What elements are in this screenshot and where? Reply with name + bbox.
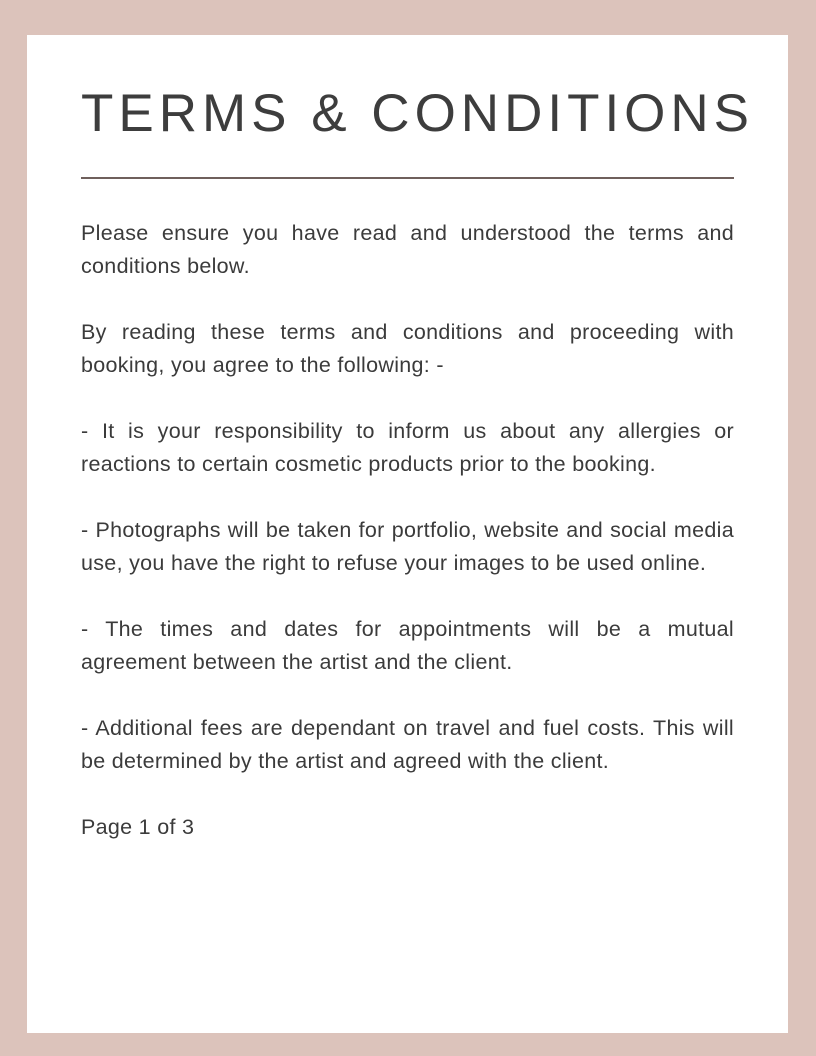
intro-paragraph: Please ensure you have read and understood the terms and conditions below. (81, 221, 734, 278)
term-item-allergies: - It is your responsibility to inform us about any allergies or reactions to certain cosmetic products prior to the booking. (81, 419, 734, 476)
page-number: Page 1 of 3 (81, 815, 195, 839)
term-item-appointments: - The times and dates for appointments will be a mutual agreement between the artist and the client. (81, 617, 734, 674)
page-title: TERMS & CONDITIONS (81, 84, 755, 143)
document-content (27, 35, 788, 844)
term-item-photographs: - Photographs will be taken for portfolio, website and social media use, you have the right to refuse your images to be used online. (81, 518, 734, 575)
terms-body (81, 217, 734, 778)
term-item-fees: - Additional fees are dependant on travel and fuel costs. This will be determined by the artist and agreed with the client. (81, 716, 734, 773)
title-divider (81, 177, 734, 179)
document-page (27, 35, 788, 1033)
agreement-paragraph: By reading these terms and conditions and proceeding with booking, you agree to the following: - (81, 320, 734, 377)
